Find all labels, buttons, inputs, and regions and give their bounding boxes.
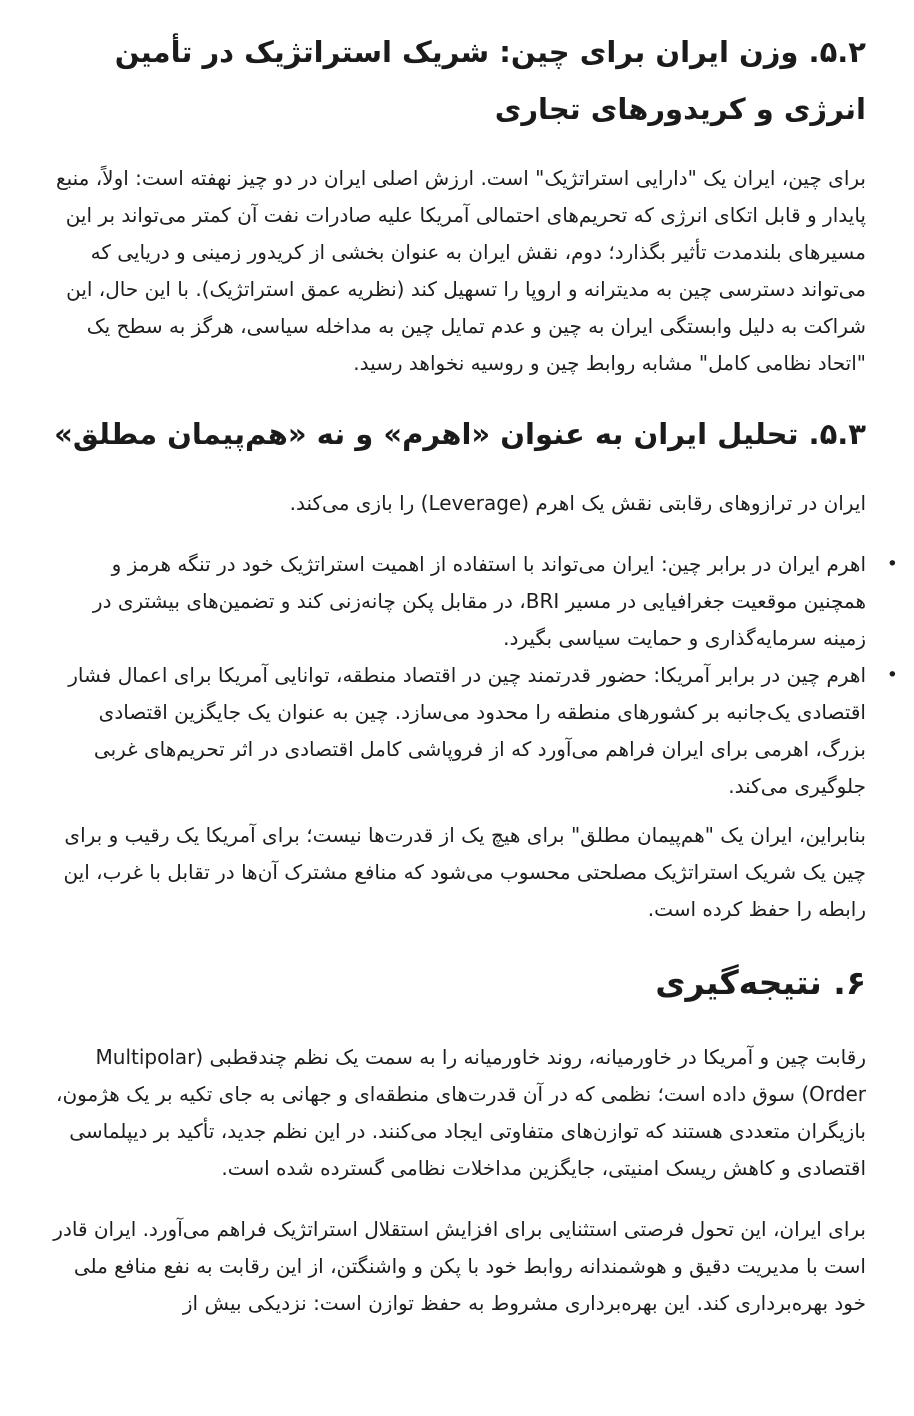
section-heading-6-conclusion: ۶. نتیجه‌گیری <box>655 963 866 1002</box>
list-item-text: اهرم ایران در برابر چین: ایران می‌تواند با استفاده از اهمیت استراتژیک خود در تنگه هرمز و همچنین موقعیت جغرافیایی در مسیر BRI، در مقابل پکن چانه‌زنی کند و تضمین‌های بیشتری در زمینه سرمایه‌گذاری و حمایت سیاسی بگیرد. <box>92 552 866 650</box>
list-item-china-leverage-vs-usa <box>44 657 898 805</box>
section-heading-5-3: ۵.۳. تحلیل ایران به عنوان «اهرم» و نه «هم‌پیمان مطلق» <box>54 417 866 451</box>
bullet-icon: • <box>886 553 898 575</box>
paragraph-5-3-conclusion: بنابراین، ایران یک "هم‌پیمان مطلق" برای هیچ یک از قدرت‌ها نیست؛ برای آمریکا یک رقیب و برای چین یک شریک استراتژیک مصلحتی محسوب می‌شود که منافع مشترک آن‌ها در تقابل با غرب، این رابطه را حفظ کرده است. <box>63 823 866 921</box>
list-item-iran-leverage-vs-china <box>44 546 898 657</box>
bullet-icon: • <box>886 664 898 686</box>
paragraph-iran-value-for-china: برای چین، ایران یک "دارایی استراتژیک" است. ارزش اصلی ایران در دو چیز نهفته است: اولاً، منبع پایدار و قابل اتکای انرژی که تحریم‌های احتمالی آمریکا علیه صادرات نفت آن کمتر می‌تواند بر این مسیرهای بلندمدت تأثیر بگذارد؛ دوم، نقش ایران به عنوان بخشی از کریدور زمینی و دریایی که می‌تواند دسترسی چین به مدیترانه و اروپا را تسهیل کند (نظریه عمق استراتژیک). با این حال، این شراکت به دلیل وابستگی ایران به چین و عدم تمایل چین به مداخله سیاسی، هرگز به سطح یک "اتحاد نظامی کامل" مشابه روابط چین و روسیه نخواهد رسید. <box>55 166 866 375</box>
leverage-list <box>44 546 898 805</box>
list-item-text: اهرم چین در برابر آمریکا: حضور قدرتمند چین در اقتصاد منطقه، توانایی آمریکا برای اعمال فشار اقتصادی یک‌جانبه بر کشورهای منطقه را محدود می‌سازد. چین به عنوان یک جایگزین اقتصادی بزرگ، اهرمی برای ایران فراهم می‌آورد که از فروپاشی کامل اقتصادی در اثر تحریم‌های غربی جلوگیری می‌کند. <box>68 663 866 798</box>
section-heading-5-2: ۵.۲. وزن ایران برای چین: شریک استراتژیک در تأمین انرژی و کریدورهای تجاری <box>114 35 866 126</box>
paragraph-iran-opportunity: برای ایران، این تحول فرصتی استثنایی برای افزایش استقلال استراتژیک فراهم می‌آورد. ایران قادر است با مدیریت دقیق و هوشمندانه روابط خود با پکن و واشنگتن، از این رقابت به نفع منافع ملی خود بهره‌برداری کند. این بهره‌برداری مشروط به حفظ توازن است: نزدیکی بیش از <box>53 1217 866 1315</box>
paragraph-multipolar-order: رقابت چین و آمریکا در خاورمیانه، روند خاورمیانه را به سمت یک نظم چندقطبی (Multipolar Order) سوق داده است؛ نظمی که در آن قدرت‌های منطقه‌ای و جهانی به جای تکیه بر یک هژمون، بازیگران متعددی هستند که توازن‌های متفاوتی ایجاد می‌کنند. در این نظم جدید، تأکید بر دیپلماسی اقتصادی و کاهش ریسک امنیتی، جایگزین مداخلات نظامی گسترده شده است. <box>56 1045 866 1180</box>
paragraph-leverage-intro: ایران در ترازوهای رقابتی نقش یک اهرم (Leverage) را بازی می‌کند. <box>289 491 866 515</box>
